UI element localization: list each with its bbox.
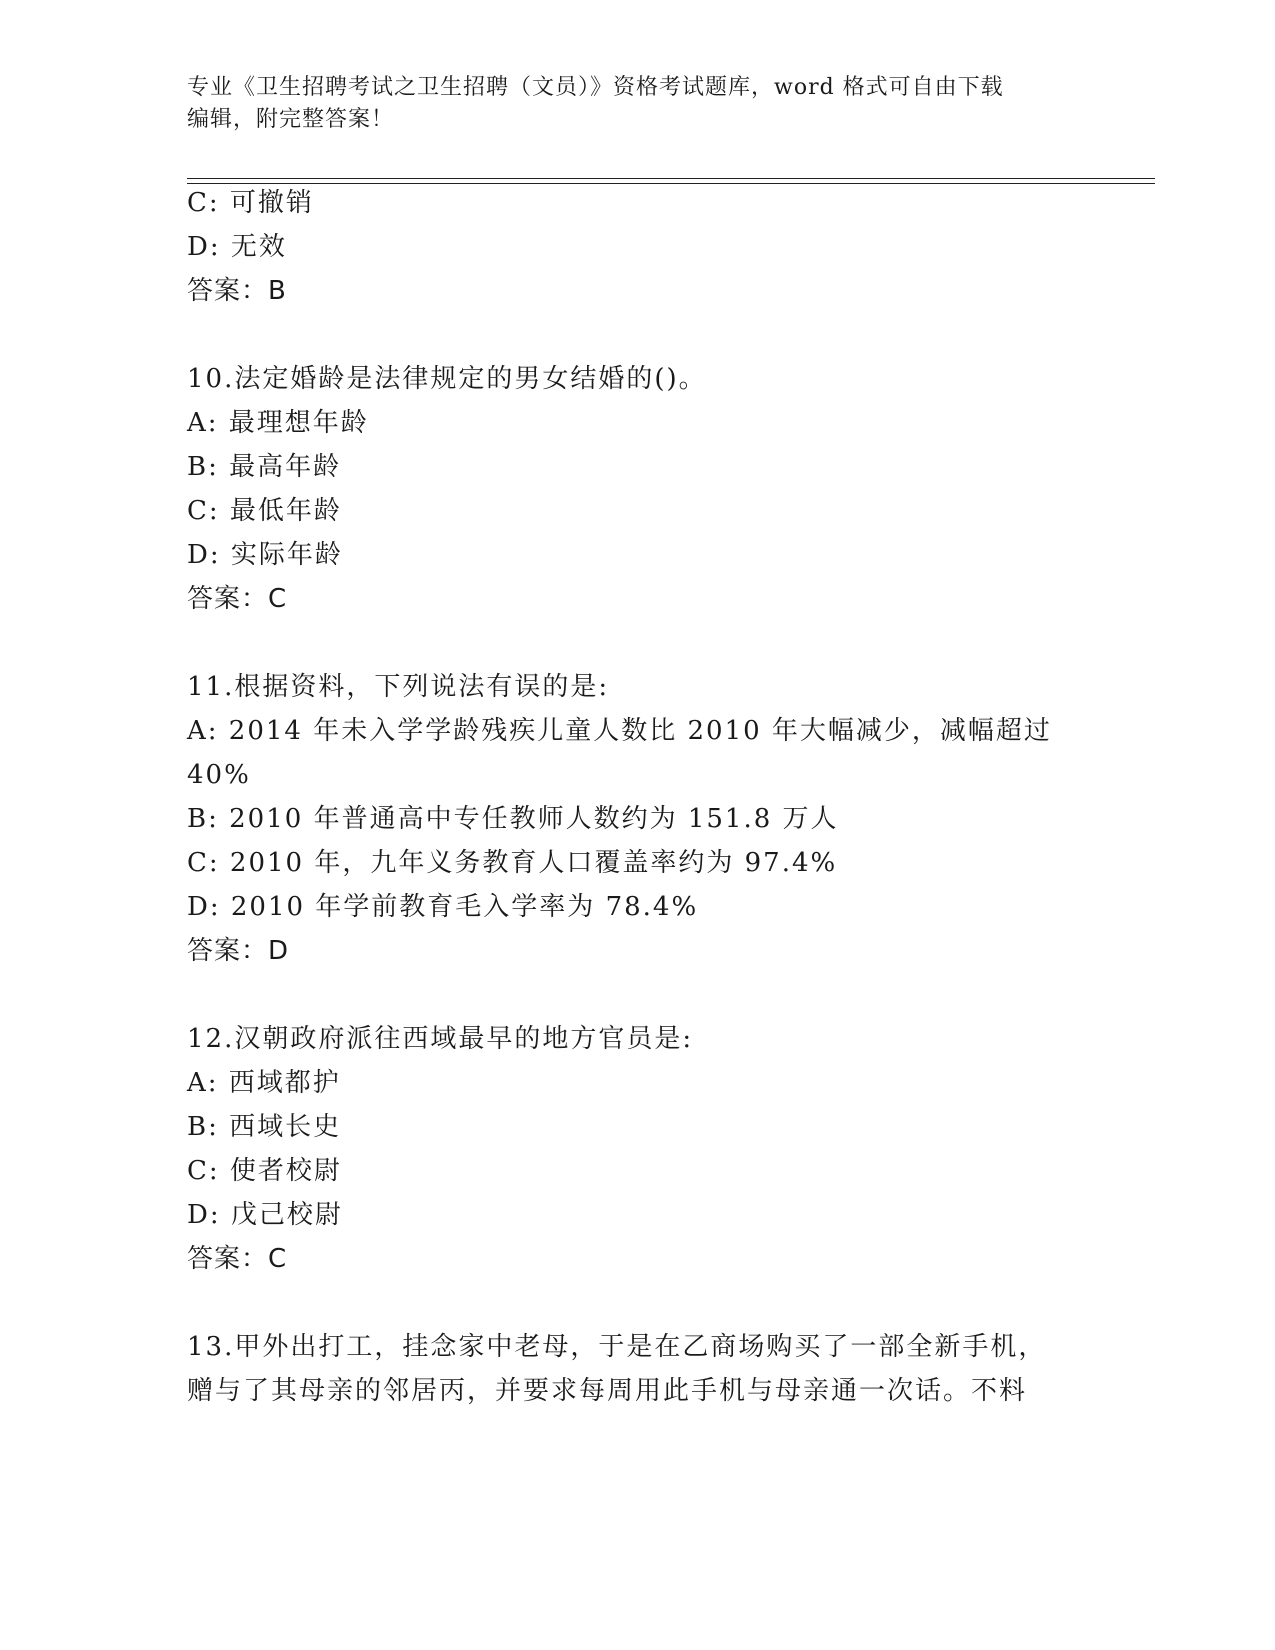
option-d: D: 戊己校尉 — [187, 1200, 343, 1230]
question-12: 12.汉朝政府派往西域最早的地方官员是: — [187, 1024, 694, 1054]
question-10: 10.法定婚龄是法律规定的男女结婚的()。 — [187, 364, 707, 394]
question-13: 13.甲外出打工，挂念家中老母，于是在乙商场购买了一部全新手机， — [187, 1332, 1047, 1362]
question-11: 11.根据资料，下列说法有误的是: — [187, 672, 610, 702]
header-divider-top — [187, 178, 1155, 179]
option-c: C: 2010 年，九年义务教育人口覆盖率约为 97.4% — [187, 848, 838, 878]
option-b: B: 2010 年普通高中专任教师人数约为 151.8 万人 — [187, 804, 839, 834]
answer: 答案：C — [187, 584, 288, 614]
question-13-continued: 赠与了其母亲的邻居丙，并要求每周用此手机与母亲通一次话。不料 — [187, 1376, 1028, 1406]
option-d: D: 实际年龄 — [187, 540, 343, 570]
option-c: C: 最低年龄 — [187, 496, 342, 526]
answer: 答案：C — [187, 1244, 288, 1274]
option-a-continued: 40% — [187, 760, 251, 790]
document-header — [187, 72, 1067, 136]
answer: 答案：B — [187, 276, 287, 306]
header-line-2: 编辑，附完整答案！ — [187, 107, 395, 132]
option-d: D: 2010 年学前教育毛入学率为 78.4% — [187, 892, 699, 922]
option-d: D: 无效 — [187, 232, 287, 262]
option-a: A: 最理想年龄 — [187, 408, 369, 438]
option-b: B: 西域长史 — [187, 1112, 342, 1142]
header-line-1: 专业《卫生招聘考试之卫生招聘（文员）》资格考试题库，word 格式可自由下载 — [187, 75, 1004, 100]
answer: 答案：D — [187, 936, 290, 966]
header-divider-bottom — [187, 183, 1155, 184]
option-a: A: 2014 年未入学学龄残疾儿童人数比 2010 年大幅减少，减幅超过 — [187, 716, 1052, 746]
option-c: C: 可撤销 — [187, 188, 314, 218]
option-b: B: 最高年龄 — [187, 452, 342, 482]
option-a: A: 西域都护 — [187, 1068, 341, 1098]
option-c: C: 使者校尉 — [187, 1156, 342, 1186]
